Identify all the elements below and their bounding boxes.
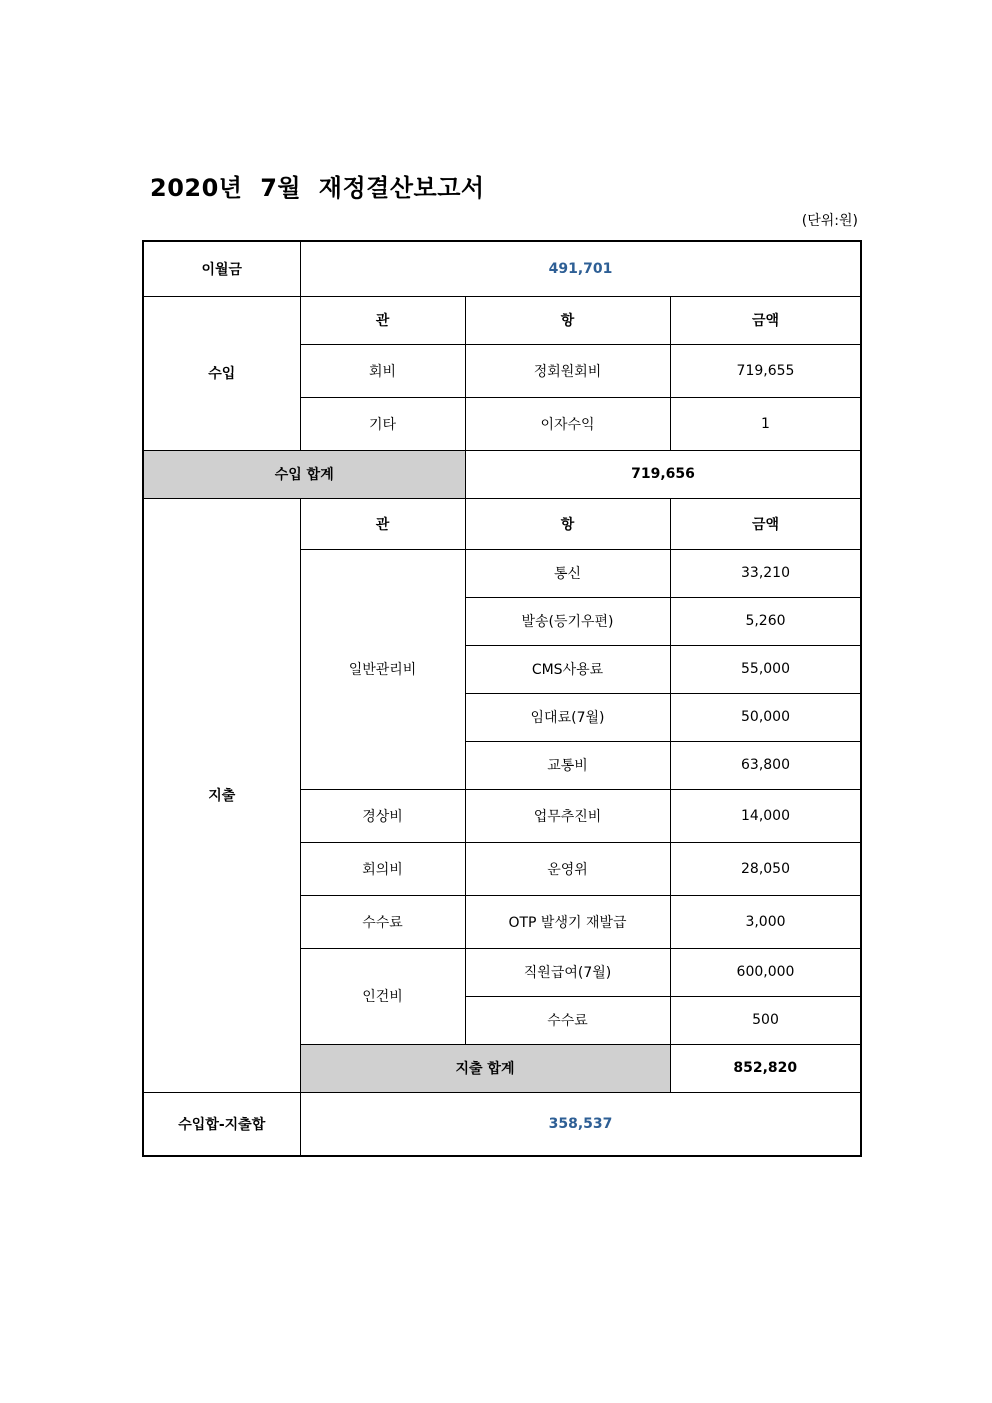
expense-gwan: 일반관리비	[300, 549, 465, 789]
income-gwan: 회비	[300, 344, 465, 397]
expense-total-value: 852,820	[670, 1044, 861, 1092]
balance-row	[143, 1092, 861, 1156]
unit-note: (단위:원)	[801, 213, 858, 229]
expense-amount: 600,000	[670, 948, 861, 996]
expense-header-row	[143, 498, 861, 549]
expense-hang: CMS사용료	[465, 645, 670, 693]
income-header-gwan: 관	[300, 296, 465, 344]
income-total-value: 719,656	[465, 450, 861, 498]
expense-gwan: 경상비	[300, 789, 465, 842]
income-amount: 1	[670, 397, 861, 450]
report-title: 2020년 7월 재정결산보고서	[150, 174, 485, 202]
expense-hang: 업무추진비	[465, 789, 670, 842]
expense-amount: 63,800	[670, 741, 861, 789]
expense-hang: 직원급여(7월)	[465, 948, 670, 996]
expense-gwan: 회의비	[300, 842, 465, 895]
balance-label: 수입합-지출합	[143, 1092, 300, 1156]
expense-amount: 14,000	[670, 789, 861, 842]
expense-hang: 교통비	[465, 741, 670, 789]
income-header-amount: 금액	[670, 296, 861, 344]
expense-amount: 3,000	[670, 895, 861, 948]
income-hang: 이자수익	[465, 397, 670, 450]
income-total-row	[143, 450, 861, 498]
carryover-label: 이월금	[143, 241, 300, 296]
expense-hang: 발송(등기우편)	[465, 597, 670, 645]
income-header-row	[143, 296, 861, 344]
expense-amount: 500	[670, 996, 861, 1044]
expense-amount: 5,260	[670, 597, 861, 645]
expense-gwan: 인건비	[300, 948, 465, 1044]
expense-hang: 통신	[465, 549, 670, 597]
income-amount: 719,655	[670, 344, 861, 397]
carryover-value: 491,701	[300, 241, 861, 296]
expense-hang: 운영위	[465, 842, 670, 895]
expense-gwan: 수수료	[300, 895, 465, 948]
balance-value: 358,537	[300, 1092, 861, 1156]
income-section-label: 수입	[143, 296, 300, 450]
expense-header-hang: 항	[465, 498, 670, 549]
expense-amount: 28,050	[670, 842, 861, 895]
income-gwan: 기타	[300, 397, 465, 450]
expense-hang: 수수료	[465, 996, 670, 1044]
expense-header-gwan: 관	[300, 498, 465, 549]
expense-section-label: 지출	[143, 498, 300, 1092]
finance-report-table	[142, 240, 862, 1157]
expense-amount: 50,000	[670, 693, 861, 741]
income-hang: 정회원회비	[465, 344, 670, 397]
carryover-row	[143, 241, 861, 296]
expense-amount: 55,000	[670, 645, 861, 693]
expense-total-label: 지출 합계	[300, 1044, 670, 1092]
income-header-hang: 항	[465, 296, 670, 344]
expense-hang: OTP 발생기 재발급	[465, 895, 670, 948]
income-total-label: 수입 합계	[143, 450, 465, 498]
expense-hang: 임대료(7월)	[465, 693, 670, 741]
expense-header-amount: 금액	[670, 498, 861, 549]
expense-amount: 33,210	[670, 549, 861, 597]
